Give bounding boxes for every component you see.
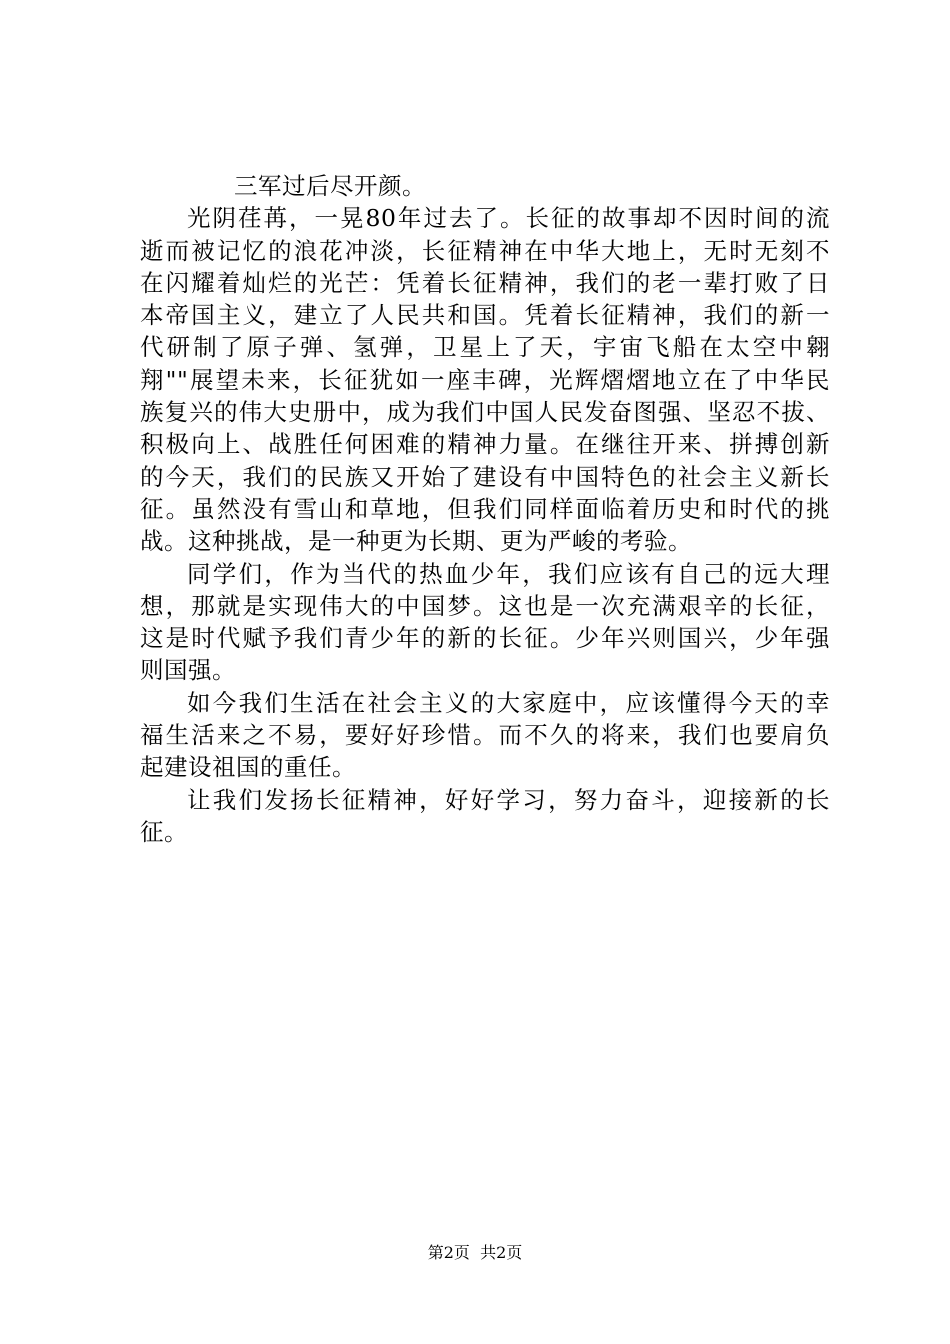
page-footer xyxy=(0,1243,950,1263)
text-line: 在闪耀着灿烂的光芒：凭着长征精神，我们的老一辈打败了日 xyxy=(140,268,830,297)
text-line: 的今天，我们的民族又开始了建设有中国特色的社会主义新长 xyxy=(140,462,830,491)
text-line: 代研制了原子弹、氢弹，卫星上了天，宇宙飞船在太空中翱 xyxy=(140,333,830,362)
page-number-label: 第2页 共2页 xyxy=(427,1243,523,1262)
text-line: 本帝国主义，建立了人民共和国。凭着长征精神，我们的新一 xyxy=(140,301,830,330)
text-line: 让我们发扬长征精神，好好学习，努力奋斗，迎接新的长 xyxy=(187,785,830,814)
text-line: 战。这种挑战，是一种更为长期、更为严峻的考验。 xyxy=(140,527,692,556)
paragraph-2 xyxy=(140,202,830,557)
text-line: 想，那就是实现伟大的中国梦。这也是一次充满艰辛的长征， xyxy=(140,591,830,620)
text-line: 则国强。 xyxy=(140,656,236,685)
paragraph-5 xyxy=(140,784,830,849)
paragraph-1 xyxy=(140,170,830,202)
paragraph-4 xyxy=(140,687,830,784)
body-text xyxy=(140,170,830,848)
text-line: 征。虽然没有雪山和草地，但我们同样面临着历史和时代的挑 xyxy=(140,494,830,523)
text-line: 同学们，作为当代的热血少年，我们应该有自己的远大理 xyxy=(187,559,830,588)
text-line: 三军过后尽开颜。 xyxy=(234,172,426,200)
text-line: 征。 xyxy=(140,817,188,846)
text-line: 福生活来之不易，要好好珍惜。而不久的将来，我们也要肩负 xyxy=(140,721,830,750)
text-line: 这是时代赋予我们青少年的新的长征。少年兴则国兴，少年强 xyxy=(140,624,830,653)
text-line: 翔""展望未来，长征犹如一座丰碑，光辉熠熠地立在了中华民 xyxy=(140,365,830,394)
text-line: 族复兴的伟大史册中，成为我们中国人民发奋图强、坚忍不拔、 xyxy=(140,398,830,427)
text-line: 光阴荏苒，一晃80年过去了。长征的故事却不因时间的流 xyxy=(187,204,830,233)
text-line: 起建设祖国的重任。 xyxy=(140,753,356,782)
text-line: 逝而被记忆的浪花冲淡，长征精神在中华大地上，无时无刻不 xyxy=(140,236,830,265)
text-line: 如今我们生活在社会主义的大家庭中，应该懂得今天的幸 xyxy=(187,688,830,717)
paragraph-3 xyxy=(140,558,830,687)
text-line: 积极向上、战胜任何困难的精神力量。在继往开来、拼搏创新 xyxy=(140,430,830,459)
